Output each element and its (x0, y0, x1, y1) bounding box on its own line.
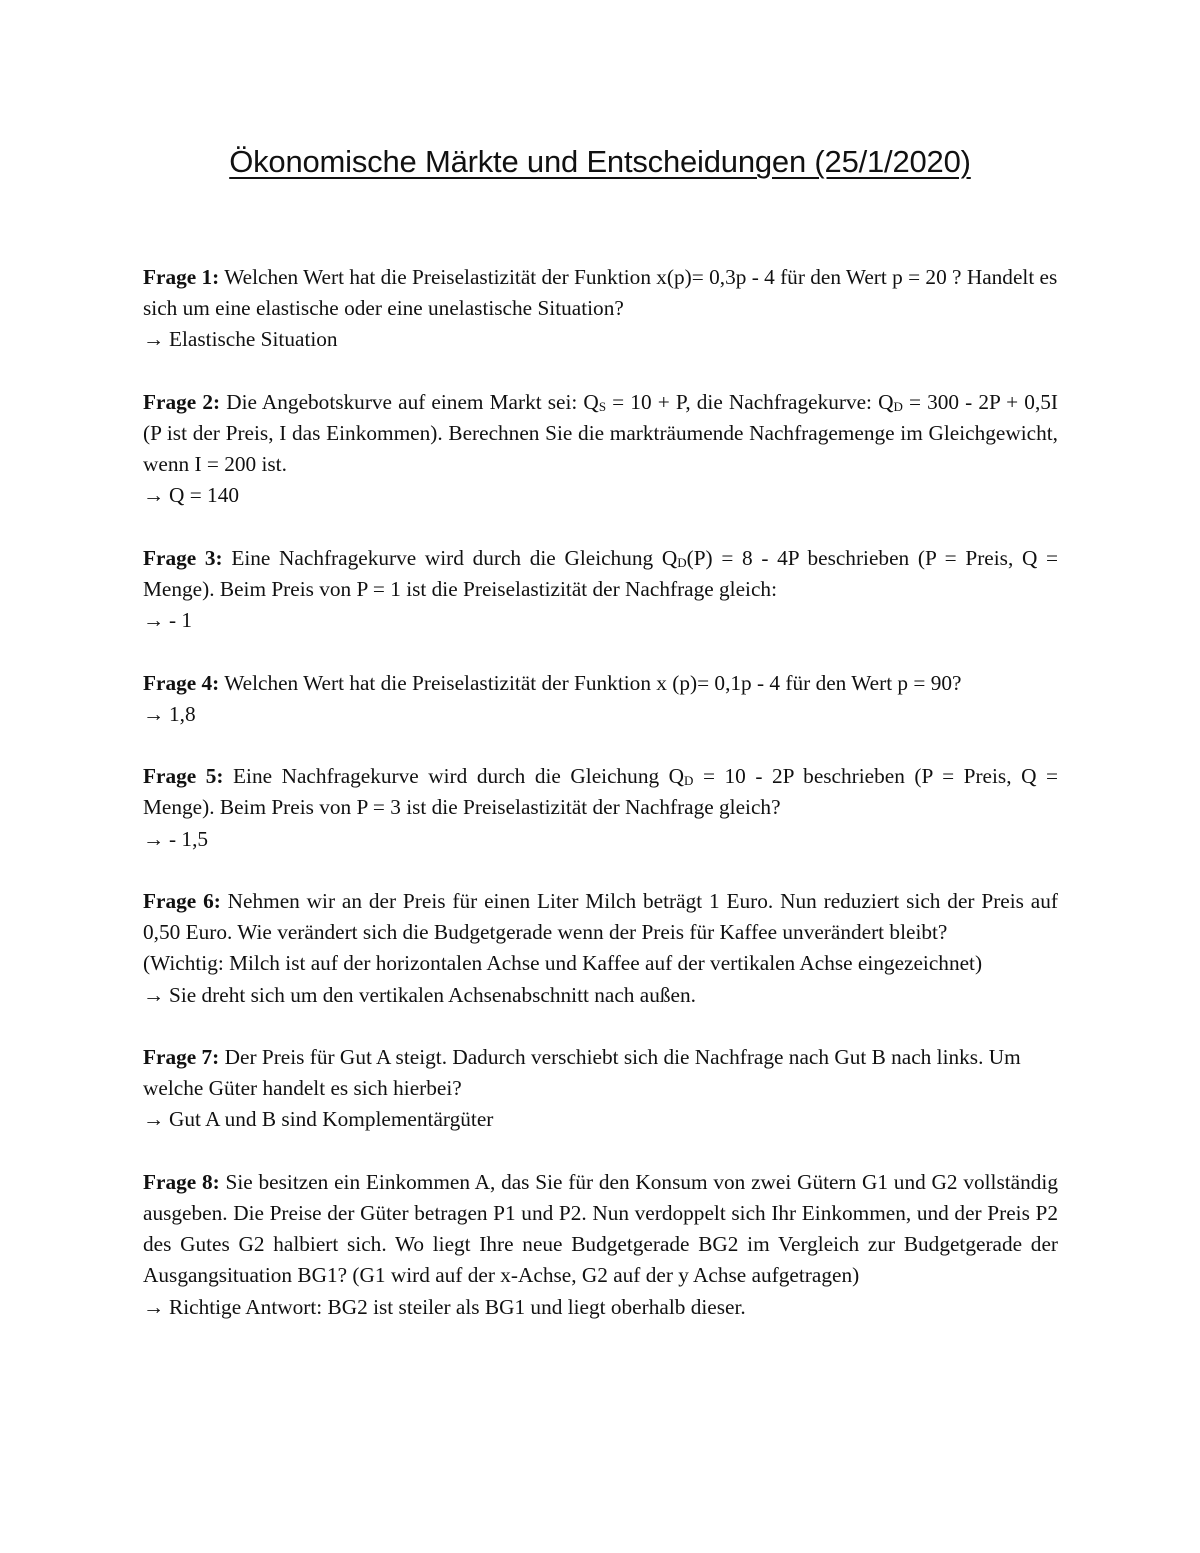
subscript: D (677, 554, 687, 570)
arrow-right-icon: → (143, 608, 165, 633)
question-label: Frage 3: (143, 545, 223, 570)
question-body: Sie besitzen ein Einkommen A, das Sie für den Konsum von zwei Gütern G1 und G2 vollständig ausgeben. Die Preise der Güter betragen P1 und P2. Nun verdoppelt sich Ihr Einkommen, und der Preis P2 des Gutes G2 halbiert sich. Wo liegt Ihre neue Budgetgerade BG2 im Vergleich zur Budgetgerade der Ausgangsituation BG1? (G1 wird auf der x-Achse, G2 auf der y Achse aufgetragen) (143, 1169, 1058, 1288)
question-6-note: (Wichtig: Milch ist auf der horizontalen Achse und Kaffee auf der vertikalen Achse eingezeichnet) (143, 951, 983, 976)
question-label: Frage 8: (143, 1169, 220, 1194)
question-body: Nehmen wir an der Preis für einen Liter Milch beträgt 1 Euro. Nun reduziert sich der Preis auf 0,50 Euro. Wie verändert sich die Budgetgerade wenn der Preis für Kaffee unverändert bleibt? (143, 888, 1058, 945)
answer-text: 1,8 (169, 701, 196, 726)
question-body: Welchen Wert hat die Preiselastizität der Funktion x (p)= 0,1p - 4 für den Wert p = 90? (224, 670, 962, 695)
answer-text: Q = 140 (169, 483, 239, 508)
question-4-text (143, 668, 1058, 699)
arrow-right-icon: → (143, 982, 165, 1007)
arrow-right-icon: → (143, 701, 165, 726)
question-body: Welchen Wert hat die Preiselastizität der Funktion x(p)= 0,3p - 4 für den Wert p = 20 ? Handelt es sich um eine elastische oder eine unelastische Situation? (143, 265, 1058, 321)
question-2-answer (143, 480, 1058, 511)
arrow-right-icon: → (143, 1294, 165, 1319)
question-label: Frage 2: (143, 389, 221, 414)
question-6 (143, 886, 1058, 1011)
answer-text: - 1,5 (169, 826, 209, 851)
question-body: Eine Nachfragekurve wird durch die Gleichung Q (231, 545, 678, 570)
answer-text: Gut A und B sind Komplementärgüter (169, 1107, 494, 1132)
question-body: = 10 - 2P beschrieben (P = Preis, Q = Menge). Beim Preis von P = 3 ist die Preiselastizität der Nachfrage gleich? (143, 764, 1058, 820)
subscript: D (893, 398, 903, 414)
answer-text: Elastische Situation (169, 327, 338, 352)
question-7 (143, 1042, 1058, 1136)
question-5 (143, 761, 1058, 855)
question-body: Die Angebotskurve auf einem Markt sei: Q (226, 389, 599, 414)
question-7-answer (143, 1104, 1058, 1135)
arrow-right-icon: → (143, 826, 165, 851)
question-3-answer (143, 605, 1058, 636)
question-body: = 300 - 2P + 0,5I (P ist der Preis, I das Einkommen). Berechnen Sie die markträumende Nachfragemenge im Gleichgewicht, wenn I = 200 ist. (143, 389, 1059, 477)
question-4 (143, 668, 1058, 730)
question-5-answer (143, 824, 1058, 855)
arrow-right-icon: → (143, 483, 165, 508)
arrow-right-icon: → (143, 1107, 165, 1132)
question-5-text (143, 761, 1058, 823)
question-label: Frage 4: (143, 670, 220, 695)
answer-text: Richtige Antwort: BG2 ist steiler als BG1 und liegt oberhalb dieser. (169, 1294, 746, 1319)
arrow-right-icon: → (143, 327, 165, 352)
question-body: Eine Nachfragekurve wird durch die Gleichung Q (233, 764, 685, 789)
question-1 (143, 262, 1058, 356)
document-title (0, 142, 1200, 182)
question-body: Der Preis für Gut A steigt. Dadurch verschiebt sich die Nachfrage nach Gut B nach links. Um welche Güter handelt es sich hierbei? (143, 1044, 1021, 1101)
question-1-answer (143, 324, 1058, 355)
question-7-text (143, 1042, 1058, 1104)
question-label: Frage 1: (143, 265, 220, 289)
question-3 (143, 543, 1058, 637)
question-2 (143, 387, 1058, 512)
subscript: S (598, 398, 607, 414)
document-title-text: Ökonomische Märkte und Entscheidungen (25/1/2020) (229, 144, 971, 179)
question-body: (P) = 8 - 4P beschrieben (P = Preis, Q = Menge). Beim Preis von P = 1 ist die Preiselastizität der Nachfrage gleich: (143, 545, 1059, 601)
question-3-text (143, 543, 1058, 605)
question-8-answer (143, 1292, 1058, 1323)
question-8 (143, 1167, 1058, 1323)
subscript: D (684, 773, 694, 789)
question-6-text (143, 886, 1058, 948)
question-label: Frage 7: (143, 1044, 220, 1069)
answer-text: Sie dreht sich um den vertikalen Achsenabschnitt nach außen. (169, 982, 696, 1007)
question-2-text (143, 387, 1058, 481)
question-1-text (143, 262, 1058, 324)
question-8-text (143, 1167, 1058, 1292)
question-6-answer (143, 980, 1058, 1011)
answer-text: - 1 (169, 608, 193, 633)
question-body: = 10 + P, die Nachfragekurve: Q (606, 389, 894, 414)
question-label: Frage 5: (143, 764, 224, 789)
question-4-answer (143, 699, 1058, 730)
question-list (143, 262, 1058, 1354)
question-label: Frage 6: (143, 888, 221, 913)
